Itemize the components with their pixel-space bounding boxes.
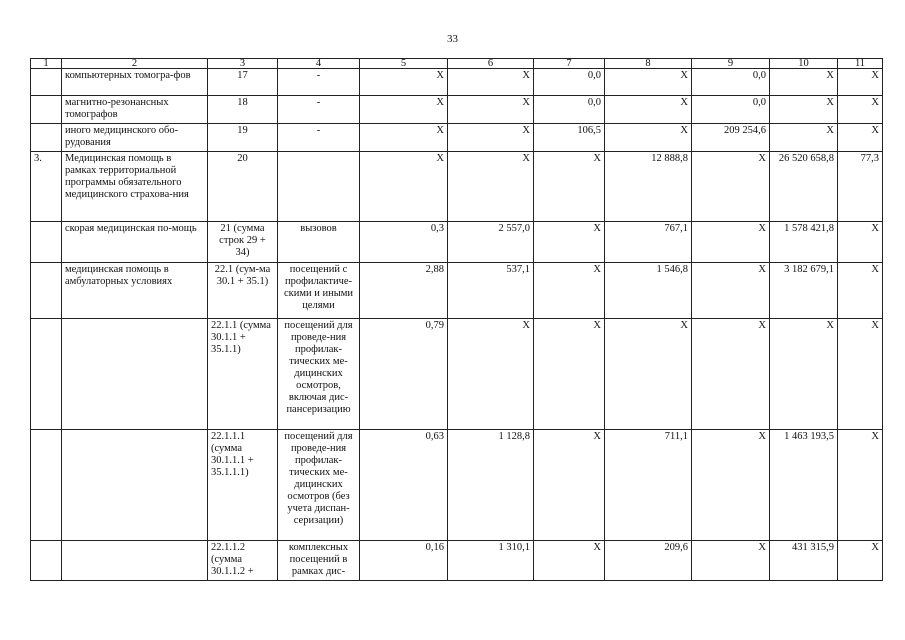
cell-value: X (605, 124, 692, 152)
cell-value: 77,3 (838, 152, 883, 222)
column-header: 10 (770, 59, 838, 69)
table-row (31, 152, 883, 222)
cell-name: Медицинская помощь в рамках территориальной программы обязательного медицинского страхова-ния (62, 152, 208, 222)
cell-value: X (770, 124, 838, 152)
cell-value: X (360, 124, 448, 152)
cell-number (31, 222, 62, 263)
cell-value: X (448, 69, 534, 96)
cell-number (31, 69, 62, 96)
cell-number (31, 541, 62, 581)
table-row (31, 69, 883, 96)
financial-table (30, 58, 883, 581)
cell-value: 767,1 (605, 222, 692, 263)
column-header: 11 (838, 59, 883, 69)
cell-number (31, 263, 62, 319)
cell-value: 1 546,8 (605, 263, 692, 319)
cell-value: 537,1 (448, 263, 534, 319)
cell-line: 20 (208, 152, 278, 222)
cell-unit: посещений для проведе-ния профилак-тических ме-дицинских осмотров, включая дис-пансеризацию (278, 319, 360, 430)
cell-line: 22.1.1.2 (сумма 30.1.1.2 + (208, 541, 278, 581)
cell-value: 0,79 (360, 319, 448, 430)
table-row (31, 319, 883, 430)
cell-name (62, 541, 208, 581)
cell-name (62, 430, 208, 541)
cell-value: 0,0 (534, 69, 605, 96)
cell-value: X (605, 69, 692, 96)
cell-value: X (534, 541, 605, 581)
cell-value: X (448, 96, 534, 124)
table-row (31, 263, 883, 319)
cell-name: компьютерных томогра-фов (62, 69, 208, 96)
cell-value: X (692, 319, 770, 430)
cell-value: X (692, 541, 770, 581)
cell-value: 1 463 193,5 (770, 430, 838, 541)
column-header: 9 (692, 59, 770, 69)
cell-value: X (448, 124, 534, 152)
cell-value: X (838, 222, 883, 263)
cell-value: 209,6 (605, 541, 692, 581)
cell-name (62, 319, 208, 430)
table-row (31, 124, 883, 152)
cell-line: 17 (208, 69, 278, 96)
cell-value: X (605, 319, 692, 430)
cell-value: X (692, 222, 770, 263)
cell-value: 431 315,9 (770, 541, 838, 581)
cell-value: X (360, 69, 448, 96)
cell-unit (278, 152, 360, 222)
cell-value: 3 182 679,1 (770, 263, 838, 319)
cell-value: 2 557,0 (448, 222, 534, 263)
cell-value: X (534, 319, 605, 430)
cell-value: X (838, 263, 883, 319)
cell-line: 22.1.1.1 (сумма 30.1.1.1 + 35.1.1.1) (208, 430, 278, 541)
column-header: 6 (448, 59, 534, 69)
cell-value: X (838, 541, 883, 581)
cell-value: X (448, 152, 534, 222)
cell-number: 3. (31, 152, 62, 222)
cell-value: 711,1 (605, 430, 692, 541)
cell-value: X (534, 263, 605, 319)
cell-unit: посещений с профилактиче-скими и иными целями (278, 263, 360, 319)
cell-number (31, 430, 62, 541)
cell-value: X (360, 152, 448, 222)
cell-line: 19 (208, 124, 278, 152)
table-header-row (31, 59, 883, 69)
cell-value: 12 888,8 (605, 152, 692, 222)
cell-number (31, 96, 62, 124)
cell-line: 18 (208, 96, 278, 124)
cell-value: 0,0 (692, 96, 770, 124)
cell-value: X (770, 319, 838, 430)
cell-name: скорая медицинская по-мощь (62, 222, 208, 263)
page-number: 33 (447, 33, 458, 45)
cell-value: X (448, 319, 534, 430)
cell-unit: - (278, 124, 360, 152)
cell-value: X (838, 124, 883, 152)
cell-unit: посещений для проведе-ния профилак-тических ме-дицинских осмотров (без учета диспан-серизации) (278, 430, 360, 541)
column-header: 8 (605, 59, 692, 69)
cell-value: X (692, 263, 770, 319)
cell-value: 0,16 (360, 541, 448, 581)
cell-value: X (838, 96, 883, 124)
table-row (31, 96, 883, 124)
cell-line: 22.1 (сум-ма 30.1 + 35.1) (208, 263, 278, 319)
cell-value: X (838, 430, 883, 541)
cell-value: X (692, 430, 770, 541)
cell-line: 22.1.1 (сумма 30.1.1 + 35.1.1) (208, 319, 278, 430)
cell-value: 0,63 (360, 430, 448, 541)
column-header: 7 (534, 59, 605, 69)
cell-value: X (605, 96, 692, 124)
column-header: 5 (360, 59, 448, 69)
table-row (31, 541, 883, 581)
table-row (31, 430, 883, 541)
cell-unit: комплексных посещений в рамках дис- (278, 541, 360, 581)
cell-value: 0,0 (692, 69, 770, 96)
cell-name: медицинская помощь в амбулаторных условиях (62, 263, 208, 319)
cell-value: X (692, 152, 770, 222)
cell-unit: вызовов (278, 222, 360, 263)
cell-value: 1 128,8 (448, 430, 534, 541)
table-row (31, 222, 883, 263)
cell-value: 1 310,1 (448, 541, 534, 581)
cell-name: магнитно-резонансных томографов (62, 96, 208, 124)
cell-value: X (534, 152, 605, 222)
cell-value: X (770, 69, 838, 96)
cell-value: 26 520 658,8 (770, 152, 838, 222)
column-header: 1 (31, 59, 62, 69)
cell-value: 2,88 (360, 263, 448, 319)
cell-line: 21 (сумма строк 29 + 34) (208, 222, 278, 263)
column-header: 3 (208, 59, 278, 69)
cell-value: X (534, 222, 605, 263)
cell-number (31, 319, 62, 430)
cell-value: X (770, 96, 838, 124)
cell-unit: - (278, 69, 360, 96)
cell-name: иного медицинского обо-рудования (62, 124, 208, 152)
cell-value: 0,3 (360, 222, 448, 263)
column-header: 4 (278, 59, 360, 69)
cell-value: 0,0 (534, 96, 605, 124)
cell-number (31, 124, 62, 152)
column-header: 2 (62, 59, 208, 69)
cell-value: 1 578 421,8 (770, 222, 838, 263)
cell-value: X (838, 69, 883, 96)
cell-value: 106,5 (534, 124, 605, 152)
cell-value: X (360, 96, 448, 124)
cell-value: 209 254,6 (692, 124, 770, 152)
cell-value: X (534, 430, 605, 541)
cell-unit: - (278, 96, 360, 124)
cell-value: X (838, 319, 883, 430)
